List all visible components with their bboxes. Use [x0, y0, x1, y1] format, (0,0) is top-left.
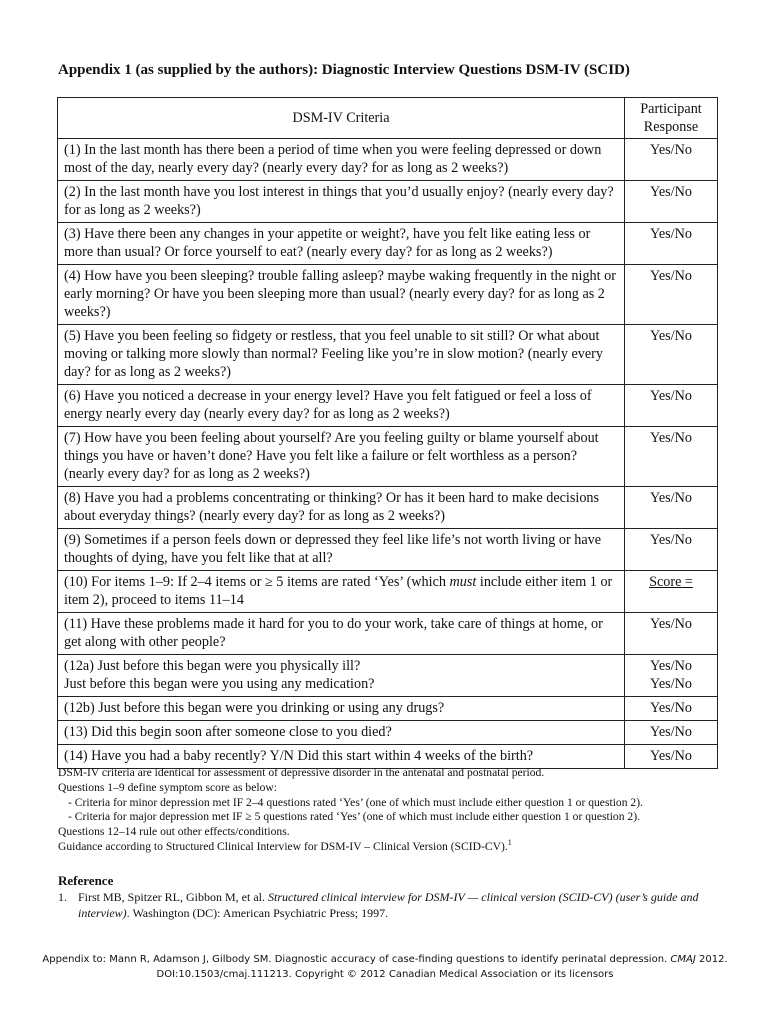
note-line: Questions 12–14 rule out other effects/conditions.	[58, 825, 290, 839]
reference-authors: First MB, Spitzer RL, Gibbon M, et al.	[78, 890, 268, 904]
response-line2: Yes/No	[650, 676, 692, 692]
criteria-text: (1) In the last month has there been a period of time when you were feeling depressed or down most of the day, nearly every day? (nearly every day? for as long as 2 weeks?)	[58, 139, 625, 181]
response-cell: Yes/No	[625, 223, 718, 265]
criteria-text: (14) Have you had a baby recently? Y/N Did this start within 4 weeks of the birth?	[58, 745, 625, 769]
page-footer	[40, 952, 730, 982]
response-cell: Yes/No	[625, 139, 718, 181]
criteria-text: (8) Have you had a problems concentrating or thinking? Or has it been hard to make decisions about everyday things? (nearly every day? for as long as 2 weeks?)	[58, 487, 625, 529]
criteria-text: (7) How have you been feeling about yourself? Are you feeling guilty or blame yourself about things you have or haven’t done? Have you felt like a failure or felt worthless as a person? (nearly every day? for as long as 2 weeks?)	[58, 427, 625, 487]
response-cell: Yes/No	[625, 427, 718, 487]
table-row	[58, 223, 718, 265]
footer-doi: DOI:10.1503/cmaj.111213. Copyright © 2012 Canadian Medical Association or its licensors	[156, 969, 614, 980]
score-cell	[625, 571, 718, 613]
footer-citation	[40, 952, 730, 967]
footnote-marker: 1	[507, 838, 512, 848]
response-cell	[625, 655, 718, 697]
header-response-line2: Response	[643, 119, 699, 135]
score-label: Score =	[649, 574, 693, 590]
criteria-text: (4) How have you been sleeping? trouble falling asleep? maybe waking frequently in the night or early morning? Or have you been sleeping more than usual? (nearly every day? for as long as 2 weeks?)	[58, 265, 625, 325]
footer-journal: CMAJ	[670, 954, 696, 965]
table-row	[58, 427, 718, 487]
header-response-line1: Participant	[640, 101, 702, 117]
response-cell: Yes/No	[625, 265, 718, 325]
note-line-guidance	[58, 840, 738, 855]
note-line: DSM-IV criteria are identical for assessment of depressive disorder in the antenatal and postnatal period.	[58, 766, 545, 779]
criteria-text: (6) Have you noticed a decrease in your energy level? Have you felt fatigued or feel a loss of energy nearly every day (nearly every day? for as long as 2 weeks?)	[58, 385, 625, 427]
header-criteria: DSM-IV Criteria	[58, 98, 625, 139]
table-row	[58, 655, 718, 697]
response-cell: Yes/No	[625, 181, 718, 223]
table-row	[58, 181, 718, 223]
criteria-text: (2) In the last month have you lost interest in things that you’d usually enjoy? (nearly every day? for as long as 2 weeks?)	[58, 181, 625, 223]
table-row	[58, 721, 718, 745]
reference-title: Structured clinical interview for DSM-IV — clinical version (SCID-CV) (user’s guide and interview)	[78, 890, 699, 920]
reference-publisher: . Washington (DC): American Psychiatric Press; 1997.	[126, 906, 389, 920]
response-cell: Yes/No	[625, 325, 718, 385]
table-row	[58, 697, 718, 721]
reference-body	[58, 889, 718, 921]
scoring-text-emphasis: must	[449, 574, 477, 590]
reference-heading: Reference	[58, 873, 114, 888]
reference-entry	[58, 889, 718, 921]
table-row	[58, 265, 718, 325]
criteria-text: (3) Have there been any changes in your appetite or weight?, have you felt like eating less or more than usual? Or force yourself to eat? (nearly every day? for as long as 2 weeks?)	[58, 223, 625, 265]
note-line-major: - Criteria for major depression met IF ≥ 5 questions rated ‘Yes’ (one of which must include either question 1 or question 2).	[68, 810, 640, 824]
scoring-text-after: include either item 1 or item 2), proceed to items 11–14	[64, 574, 613, 608]
scoring-text-before: (10) For items 1–9: If 2–4 items or ≥ 5 items are rated ‘Yes’ (which	[64, 574, 450, 590]
criteria-text-line1: (12a) Just before this began were you physically ill?	[64, 658, 361, 674]
table-row	[58, 139, 718, 181]
response-cell: Yes/No	[625, 721, 718, 745]
note-line-minor: - Criteria for minor depression met IF 2–4 questions rated ‘Yes’ (one of which must include either question 1 or question 2).	[68, 795, 643, 809]
table-row	[58, 613, 718, 655]
table-notes	[58, 766, 738, 855]
table-row	[58, 745, 718, 769]
response-cell: Yes/No	[625, 385, 718, 427]
response-cell: Yes/No	[625, 745, 718, 769]
response-cell: Yes/No	[625, 487, 718, 529]
table-row-scoring	[58, 571, 718, 613]
page-title: Appendix 1 (as supplied by the authors): Diagnostic Interview Questions DSM-IV (SCID)	[58, 62, 630, 78]
table-header-row	[58, 98, 718, 139]
guidance-text: Guidance according to Structured Clinical Interview for DSM-IV – Clinical Version (SCID-CV).	[58, 839, 508, 853]
response-cell: Yes/No	[625, 697, 718, 721]
criteria-text-line2: Just before this began were you using any medication?	[64, 676, 375, 692]
response-cell: Yes/No	[625, 529, 718, 571]
footer-citation-text: Appendix to: Mann R, Adamson J, Gilbody SM. Diagnostic accuracy of case-finding questions to identify perinatal depression.	[42, 954, 671, 965]
criteria-text: (5) Have you been feeling so fidgety or restless, that you feel unable to sit still? Or what about moving or talking more slowly than normal? Feeling like you’re in slow motion? (nearly every day? for as long as 2 weeks?)	[58, 325, 625, 385]
criteria-text: (11) Have these problems made it hard for you to do your work, take care of things at home, or get along with other people?	[58, 613, 625, 655]
scoring-text	[58, 571, 625, 613]
header-response	[625, 98, 718, 139]
table-row	[58, 529, 718, 571]
table-row	[58, 325, 718, 385]
footer-year: 2012.	[695, 954, 728, 965]
response-cell: Yes/No	[625, 613, 718, 655]
criteria-text: (12b) Just before this began were you drinking or using any drugs?	[58, 697, 625, 721]
reference-number: 1.	[58, 890, 67, 904]
criteria-text: (13) Did this begin soon after someone close to you died?	[58, 721, 625, 745]
criteria-table	[57, 97, 718, 769]
response-line1: Yes/No	[650, 658, 692, 674]
note-line: Questions 1–9 define symptom score as below:	[58, 780, 277, 794]
criteria-text: (9) Sometimes if a person feels down or depressed they feel like life’s not worth living or have thoughts of dying, have you felt like that at all?	[58, 529, 625, 571]
table-row	[58, 385, 718, 427]
criteria-text	[58, 655, 625, 697]
table-row	[58, 487, 718, 529]
